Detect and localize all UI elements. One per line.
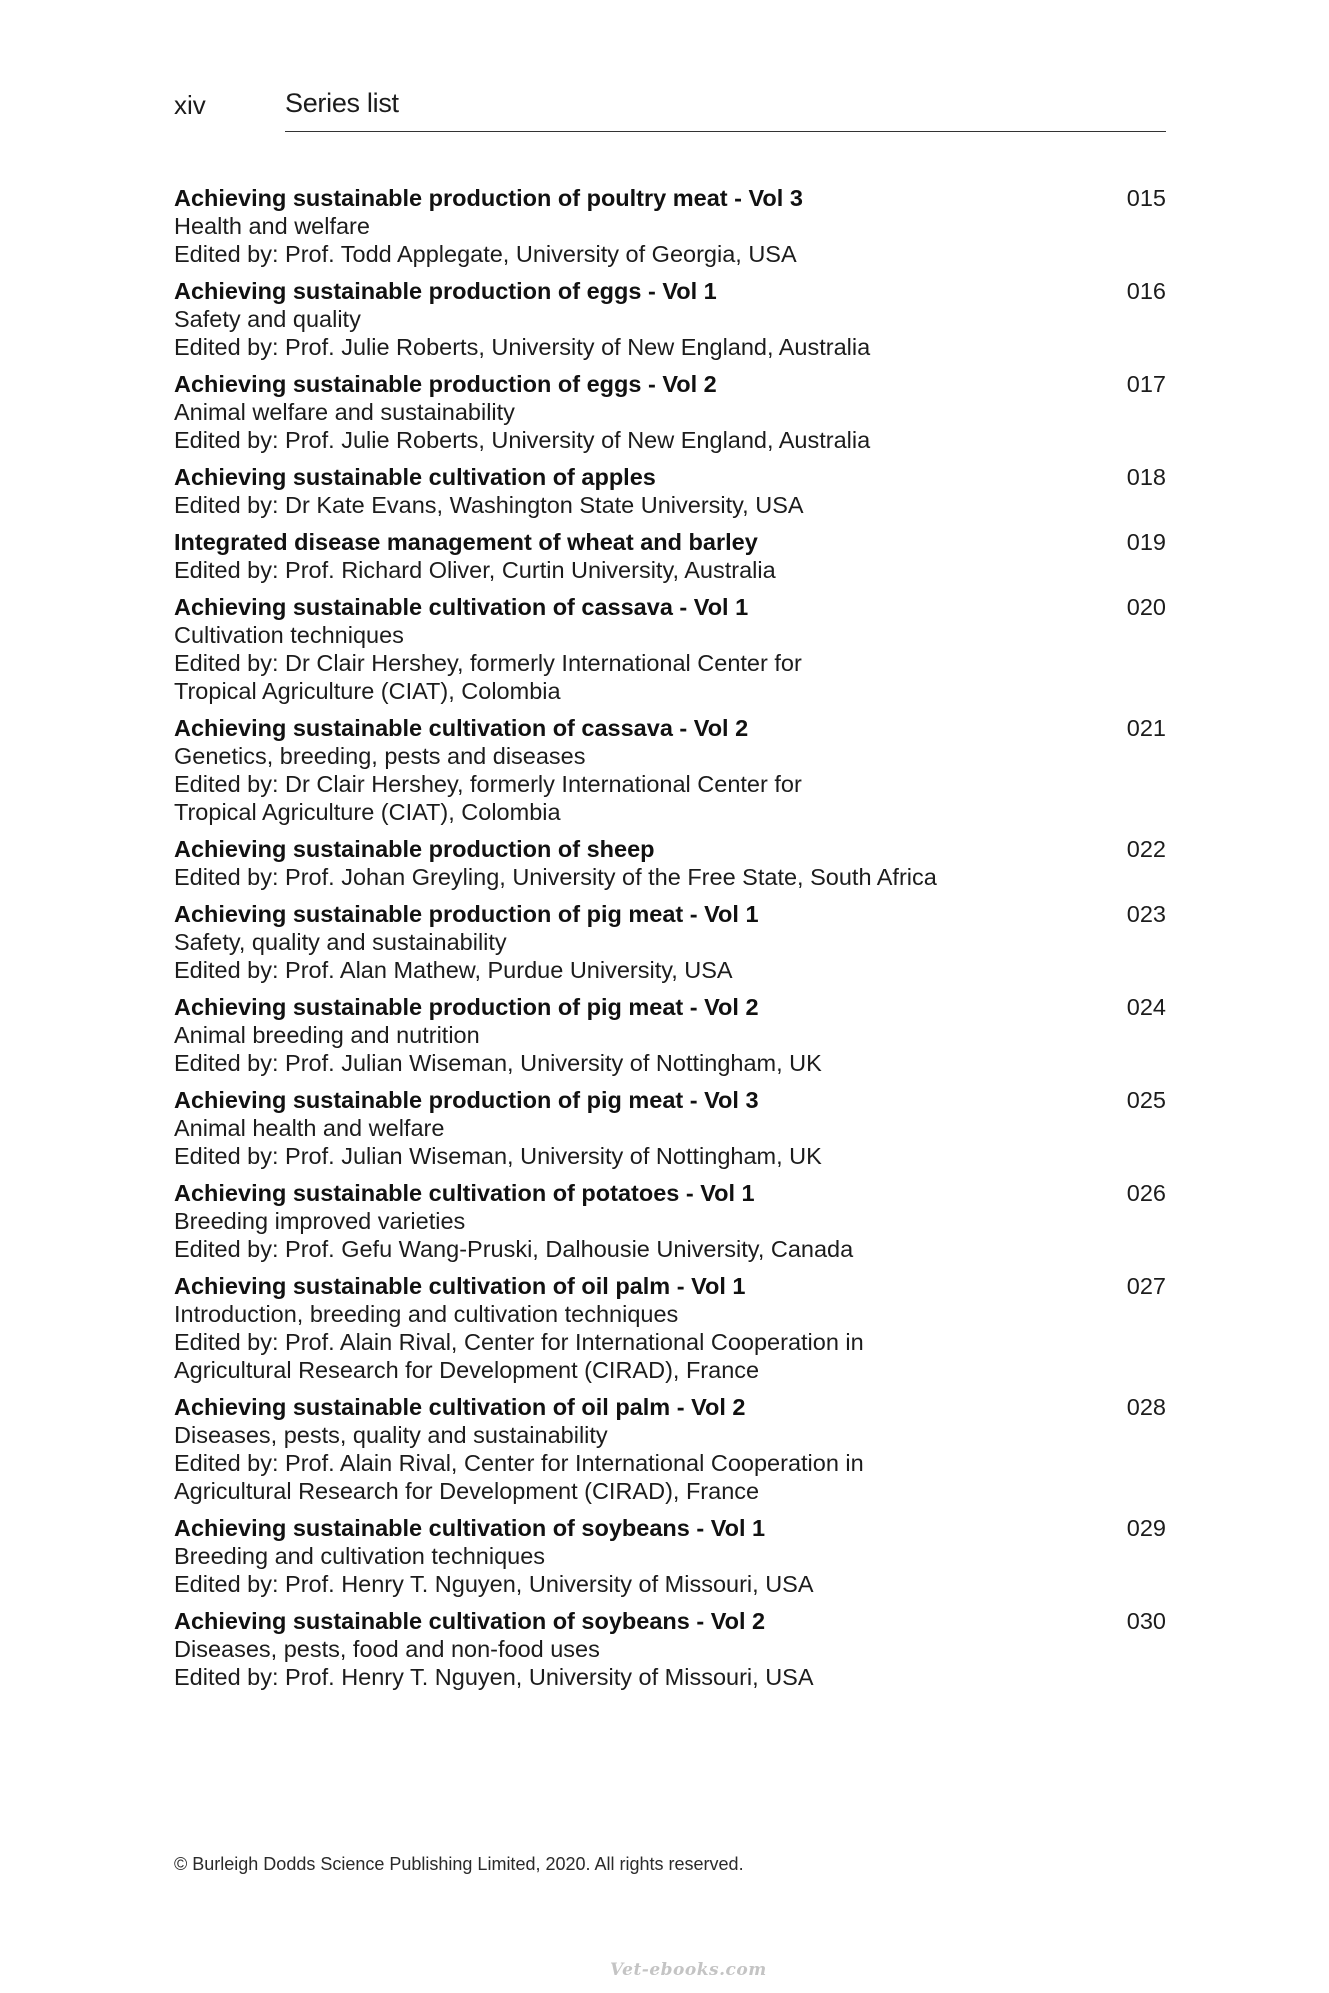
series-entry: [174, 593, 1166, 705]
series-entry: [174, 900, 1166, 984]
running-title: Series list: [285, 88, 399, 118]
entry-editor: Edited by: Prof. Richard Oliver, Curtin University, Australia: [174, 557, 776, 583]
entry-subtitle: Diseases, pests, food and non-food uses: [174, 1636, 600, 1662]
series-entry: [174, 1393, 1166, 1505]
entry-editor: Edited by: Prof. Alain Rival, Center for International Cooperation in: [174, 1450, 864, 1476]
entry-editor: Edited by: Prof. Gefu Wang-Pruski, Dalhousie University, Canada: [174, 1236, 854, 1262]
entry-subtitle: Animal breeding and nutrition: [174, 1022, 480, 1048]
entry-number: 020: [1126, 594, 1166, 620]
entry-title: Achieving sustainable cultivation of cassava - Vol 1: [174, 594, 749, 620]
series-entry: [174, 835, 1166, 891]
entry-number: 029: [1126, 1515, 1166, 1541]
copyright-notice: © Burleigh Dodds Science Publishing Limited, 2020. All rights reserved.: [174, 1854, 744, 1874]
entry-subtitle: Genetics, breeding, pests and diseases: [174, 743, 586, 769]
series-entry: [174, 993, 1166, 1077]
series-entry: [174, 1514, 1166, 1598]
entry-title: Achieving sustainable cultivation of oil palm - Vol 2: [174, 1394, 746, 1420]
series-entry: [174, 528, 1166, 584]
entry-number: 028: [1126, 1394, 1166, 1420]
entry-editor: Edited by: Prof. Todd Applegate, University of Georgia, USA: [174, 241, 797, 267]
entry-number: 022: [1126, 836, 1166, 862]
entry-editor: Tropical Agriculture (CIAT), Colombia: [174, 799, 561, 825]
entry-editor: Edited by: Dr Clair Hershey, formerly International Center for: [174, 771, 802, 797]
entry-editor: Edited by: Prof. Julie Roberts, University of New England, Australia: [174, 427, 871, 453]
entry-subtitle: Safety and quality: [174, 306, 361, 332]
entry-editor: Edited by: Prof. Julian Wiseman, University of Nottingham, UK: [174, 1050, 822, 1076]
entry-title: Achieving sustainable production of eggs - Vol 2: [174, 371, 717, 397]
entry-subtitle: Breeding and cultivation techniques: [174, 1543, 546, 1569]
entry-title: Achieving sustainable production of pig meat - Vol 2: [174, 994, 759, 1020]
entry-editor: Edited by: Prof. Julian Wiseman, University of Nottingham, UK: [174, 1143, 822, 1169]
entry-number: 021: [1126, 715, 1166, 741]
series-entry: [174, 277, 1166, 361]
entry-title: Achieving sustainable production of eggs - Vol 1: [174, 278, 717, 304]
entry-number: 019: [1126, 529, 1166, 555]
entry-number: 026: [1126, 1180, 1166, 1206]
entry-number: 025: [1126, 1087, 1166, 1113]
entry-editor: Agricultural Research for Development (CIRAD), France: [174, 1478, 760, 1504]
entry-number: 017: [1126, 371, 1166, 397]
entry-editor: Edited by: Prof. Henry T. Nguyen, University of Missouri, USA: [174, 1664, 814, 1690]
entry-title: Achieving sustainable cultivation of soybeans - Vol 2: [174, 1608, 766, 1634]
entry-editor: Edited by: Prof. Henry T. Nguyen, University of Missouri, USA: [174, 1571, 814, 1597]
entry-subtitle: Health and welfare: [174, 213, 370, 239]
entry-editor: Edited by: Prof. Alan Mathew, Purdue University, USA: [174, 957, 733, 983]
series-entry: [174, 1179, 1166, 1263]
series-list: [174, 184, 1166, 1700]
series-entry: [174, 463, 1166, 519]
entry-number: 016: [1126, 278, 1166, 304]
entry-number: 023: [1126, 901, 1166, 927]
entry-title: Integrated disease management of wheat and barley: [174, 529, 758, 555]
entry-title: Achieving sustainable production of sheep: [174, 836, 655, 862]
entry-editor: Edited by: Dr Clair Hershey, formerly International Center for: [174, 650, 802, 676]
entry-subtitle: Cultivation techniques: [174, 622, 404, 648]
entry-title: Achieving sustainable production of poultry meat - Vol 3: [174, 185, 803, 211]
page-number: xiv: [174, 90, 206, 120]
entry-number: 015: [1126, 185, 1166, 211]
series-entry: [174, 184, 1166, 268]
watermark-logo: Vet-ebooks.com: [610, 1960, 767, 1980]
entry-editor: Edited by: Prof. Alain Rival, Center for International Cooperation in: [174, 1329, 864, 1355]
series-entry: [174, 370, 1166, 454]
series-entry: [174, 1086, 1166, 1170]
series-entry: [174, 714, 1166, 826]
page-header: [174, 86, 1166, 134]
entry-title: Achieving sustainable cultivation of potatoes - Vol 1: [174, 1180, 755, 1206]
entry-title: Achieving sustainable cultivation of cassava - Vol 2: [174, 715, 749, 741]
entry-number: 027: [1126, 1273, 1166, 1299]
header-rule: [285, 131, 1166, 132]
entry-number: 030: [1126, 1608, 1166, 1634]
entry-editor: Edited by: Prof. Julie Roberts, University of New England, Australia: [174, 334, 871, 360]
entry-number: 018: [1126, 464, 1166, 490]
entry-editor: Edited by: Prof. Johan Greyling, University of the Free State, South Africa: [174, 864, 937, 890]
series-entry: [174, 1607, 1166, 1691]
entry-title: Achieving sustainable production of pig meat - Vol 3: [174, 1087, 759, 1113]
entry-editor: Agricultural Research for Development (CIRAD), France: [174, 1357, 760, 1383]
entry-subtitle: Animal health and welfare: [174, 1115, 445, 1141]
entry-title: Achieving sustainable cultivation of apples: [174, 464, 656, 490]
entry-title: Achieving sustainable cultivation of soybeans - Vol 1: [174, 1515, 766, 1541]
entry-subtitle: Introduction, breeding and cultivation techniques: [174, 1301, 679, 1327]
entry-title: Achieving sustainable cultivation of oil palm - Vol 1: [174, 1273, 746, 1299]
entry-editor: Edited by: Dr Kate Evans, Washington State University, USA: [174, 492, 804, 518]
entry-subtitle: Breeding improved varieties: [174, 1208, 466, 1234]
entry-title: Achieving sustainable production of pig meat - Vol 1: [174, 901, 759, 927]
entry-number: 024: [1126, 994, 1166, 1020]
entry-editor: Tropical Agriculture (CIAT), Colombia: [174, 678, 561, 704]
entry-subtitle: Animal welfare and sustainability: [174, 399, 515, 425]
series-entry: [174, 1272, 1166, 1384]
entry-subtitle: Safety, quality and sustainability: [174, 929, 507, 955]
entry-subtitle: Diseases, pests, quality and sustainability: [174, 1422, 608, 1448]
